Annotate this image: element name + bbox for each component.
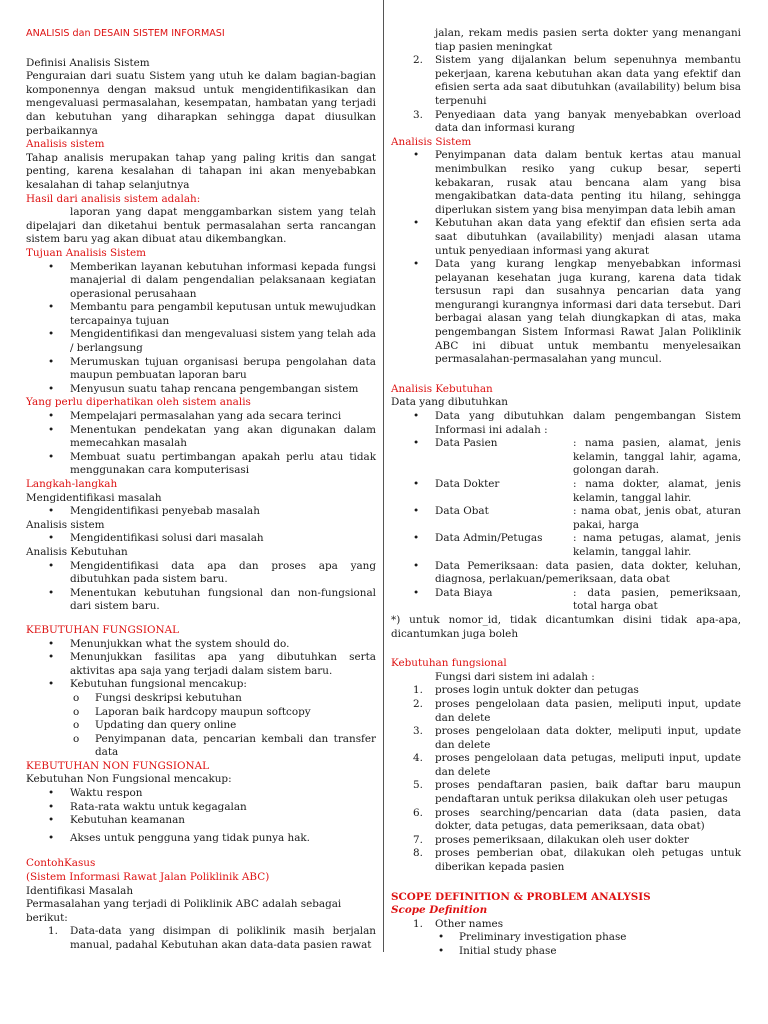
list-item: • Mengidentifikasi dan mengevaluasi sistem yang telah ada / berlangsung: [26, 328, 376, 355]
perlu-list: [26, 410, 376, 478]
list-item: • Data Pemeriksaan: data pasien, data dokter, keluhan, diagnosa, perlakuan/pemeriksaan, data obat: [391, 560, 741, 587]
sub-list-item: o Updating dan query online: [26, 719, 376, 733]
list-item: • Menunjukkan fasilitas apa yang dibutuhkan serta aktivitas apa saja yang terjadi dalam sistem baru.: [26, 651, 376, 678]
numbered-item: 3. proses pengelolaan data dokter, meliputi input, update dan delete: [413, 725, 741, 751]
list-item: • Penyimpanan data dalam bentuk kertas atau manual menimbulkan resiko yang cukup besar, seperti kebakaran, rusak atau bencana alam yang bisa mengakibatkan data-data penting itu hilang, sehingga diperlukan sistem yang bisa menyimpan data lebih aman: [391, 149, 741, 217]
hasil-text: laporan yang dapat menggambarkan sistem yang telah dipelajari dan diketahui bentuk permasalahan serta rancangan sistem baru yag akan dibuat atau dikembangkan.: [26, 206, 376, 246]
langkah-heading: Langkah-langkah: [26, 478, 118, 490]
list-item: • Menyusun suatu tahap rencana pengembangan sistem: [26, 383, 376, 397]
numbered-item: 6. proses searching/pencarian data (data pasien, data dokter, data petugas, data pemeriksaan, data obat): [413, 806, 741, 833]
definition-heading: Definisi Analisis Sistem: [26, 56, 150, 69]
right-column: [391, 0, 741, 959]
list-item: • Membuat suatu pertimbangan apakah perlu atau tidak menggunakan cara komputerisasi: [26, 451, 376, 478]
list-item: • Menunjukkan what the system should do.: [26, 638, 376, 652]
langkah-label: Analisis Kebutuhan: [26, 545, 128, 558]
knf-intro: Kebutuhan Non Fungsional mencakup:: [26, 773, 232, 786]
list-item: • Menentukan kebutuhan fungsional dan non-fungsional dari sistem baru.: [26, 587, 376, 614]
identifikasi-masalah: Identifikasi Masalah: [26, 884, 134, 897]
left-column: [26, 0, 376, 953]
tujuan-list: [26, 261, 376, 397]
analisis-sistem-text: Tahap analisis merupakan tahap yang paling kritis dan sangat penting, karena kesalahan di tahapan ini akan menyebabkan kesalahan di tahap selanjutnya: [26, 151, 376, 191]
contoh-kasus-heading: ContohKasus: [26, 857, 96, 870]
list-item: • Merumuskan tujuan organisasi berupa pengolahan data maupun pembuatan laporan baru: [26, 356, 376, 383]
column-divider: [383, 0, 384, 952]
list-item: • Membantu para pengambil keputusan untuk mewujudkan tercapainya tujuan: [26, 301, 376, 328]
list-item: • Rata-rata waktu untuk kegagalan: [26, 801, 376, 815]
numbered-item: 2. proses pengelolaan data pasien, meliputi input, update dan delete: [413, 697, 741, 724]
numbered-item: 3. Penyediaan data yang banyak menyebabkan overload data dan informasi kurang: [413, 108, 741, 135]
numbered-item: 1. Data-data yang disimpan di poliklinik masih berjalan manual, padahal Kebutuhan akan data-data pasien rawat: [48, 925, 376, 951]
langkah-label: Analisis sistem: [26, 518, 105, 531]
numbered-item: 5. proses pendaftaran pasien, baik daftar baru maupun pendaftaran untuk periksa dilakukan oleh user petugas: [413, 779, 741, 806]
continued-text: jalan, rekam medis pasien serta dokter yang menangani tiap pasien meningkat: [435, 27, 741, 53]
data-field-row: • Data Obat : nama obat, jenis obat, aturan pakai, harga: [391, 505, 741, 532]
list-item: • Mempelajari permasalahan yang ada secara terinci: [26, 410, 376, 424]
scope-subheading: Scope Definition: [391, 904, 488, 917]
list-item: • Kebutuhan keamanan: [26, 814, 376, 828]
data-field-row: • Data Biaya : data pasien, pemeriksaan, total harga obat: [391, 587, 741, 614]
permasalahan-intro: Permasalahan yang terjadi di Poliklinik ABC adalah sebagai berikut:: [26, 898, 342, 924]
sub-list-item: o Fungsi deskripsi kebutuhan: [26, 692, 376, 706]
sub-list-item: • Initial study phase: [391, 945, 741, 959]
perlu-heading: Yang perlu diperhatikan oleh sistem analis: [26, 396, 251, 409]
analisis-kebutuhan-heading: Analisis Kebutuhan: [391, 382, 493, 395]
list-item: • Menentukan pendekatan yang akan digunakan dalam memecahkan masalah: [26, 424, 376, 451]
scope-heading: SCOPE DEFINITION & PROBLEM ANALYSIS: [391, 890, 651, 903]
list-item: • Waktu respon: [26, 787, 376, 801]
hasil-heading: Hasil dari analisis sistem adalah:: [26, 192, 201, 205]
data-field-row: • Data Pasien : nama pasien, alamat, jenis kelamin, tanggal lahir, agama, golongan darah.: [391, 437, 741, 478]
note-text: *) untuk nomor_id, tidak dicantumkan disini tidak apa-apa, dicantumkan juga boleh: [391, 613, 741, 640]
sub-list-item: o Penyimpanan data, pencarian kembali dan transfer data: [26, 733, 376, 760]
list-item: • Kebutuhan fungsional mencakup:: [26, 678, 376, 692]
list-item: • Akses untuk pengguna yang tidak punya hak.: [26, 832, 376, 846]
list-item: • Mengidentifikasi penyebab masalah: [26, 505, 376, 519]
data-field-row: • Data Dokter : nama dokter, alamat, jenis kelamin, tanggal lahir.: [391, 478, 741, 505]
kebutuhan-fungsional-heading: Kebutuhan fungsional: [391, 657, 507, 670]
contoh-kasus-subheading: (Sistem Informasi Rawat Jalan Poliklinik ABC): [26, 871, 270, 884]
list-item: • Mengidentifikasi solusi dari masalah: [26, 532, 376, 546]
numbered-item: 2. Sistem yang dijalankan belum sepenuhnya membantu pekerjaan, karena kebutuhan akan data yang efektif dan efisien serta ada saat dibutuhkan (availability) belum bisa terpenuhi: [413, 54, 741, 107]
list-item: • Memberikan layanan kebutuhan informasi kepada fungsi manajerial di dalam pengendalian pelaksanaan kegiatan operasional perusahaan: [26, 261, 376, 302]
data-field-row: • Data Admin/Petugas : nama petugas, alamat, jenis kelamin, tanggal lahir.: [391, 532, 741, 559]
list-item: • Data yang dibutuhkan dalam pengembangan Sistem Informasi ini adalah :: [391, 410, 741, 437]
numbered-item: 7. proses pemeriksaan, dilakukan oleh user dokter: [413, 833, 690, 846]
sub-list-item: o Laporan baik hardcopy maupun softcopy: [26, 706, 376, 720]
data-dibutuhkan-label: Data yang dibutuhkan: [391, 396, 508, 409]
kebutuhan-non-fungsional-heading: KEBUTUHAN NON FUNGSIONAL: [26, 759, 209, 772]
numbered-item: 8. proses pemberian obat, dilakukan oleh petugas untuk diberikan kepada pasien: [413, 847, 741, 874]
fungsi-intro: Fungsi dari sistem ini adalah :: [435, 670, 595, 683]
numbered-item: 1. Other names: [413, 917, 504, 930]
document-title: ANALISIS dan DESAIN SISTEM INFORMASI: [26, 28, 225, 39]
langkah-label: Mengidentifikasi masalah: [26, 491, 162, 504]
list-item: • Mengidentifikasi data apa dan proses apa yang dibutuhkan pada sistem baru.: [26, 560, 376, 587]
analisis-sistem-heading: Analisis Sistem: [391, 135, 472, 148]
list-item: • Kebutuhan akan data yang efektif dan efisien serta ada saat dibutuhkan (availability) menjadi alasan utama untuk penyediaan informasi yang akurat: [391, 217, 741, 258]
numbered-item: 1. proses login untuk dokter dan petugas: [413, 684, 639, 697]
tujuan-heading: Tujuan Analisis Sistem: [26, 246, 147, 259]
definition-text: Penguraian dari suatu Sistem yang utuh ke dalam bagian-bagian komponennya dengan maksud untuk mengidentifikasikan dan mengevaluasi permasalahan, kesempatan, hambatan yang terjadi dan kebutuhan yang diharapkan sehingga dapat diusulkan perbaikannya: [26, 70, 376, 137]
analisis-sistem-heading: Analisis sistem: [26, 138, 105, 151]
sub-list-item: • Preliminary investigation phase: [391, 931, 741, 945]
kebutuhan-fungsional-heading: KEBUTUHAN FUNGSIONAL: [26, 623, 179, 636]
numbered-item: 4. proses pengelolaan data petugas, meliputi input, update dan delete: [413, 752, 741, 778]
list-item: • Data yang kurang lengkap menyebabkan informasi pelayanan kesehatan juga kurang, karena data tidak tersusun rapi dan susahnya pencarian data yang mengurangi kurangnya informasi dari data tersebut. Dari berbagai alasan yang telah diungkapkan di atas, maka pengembangan Sistem Informasi Rawat Jalan Poliklinik ABC ini dibuat untuk membantu menyelesaikan permasalahan-permasalahan yang muncul.: [391, 258, 741, 367]
